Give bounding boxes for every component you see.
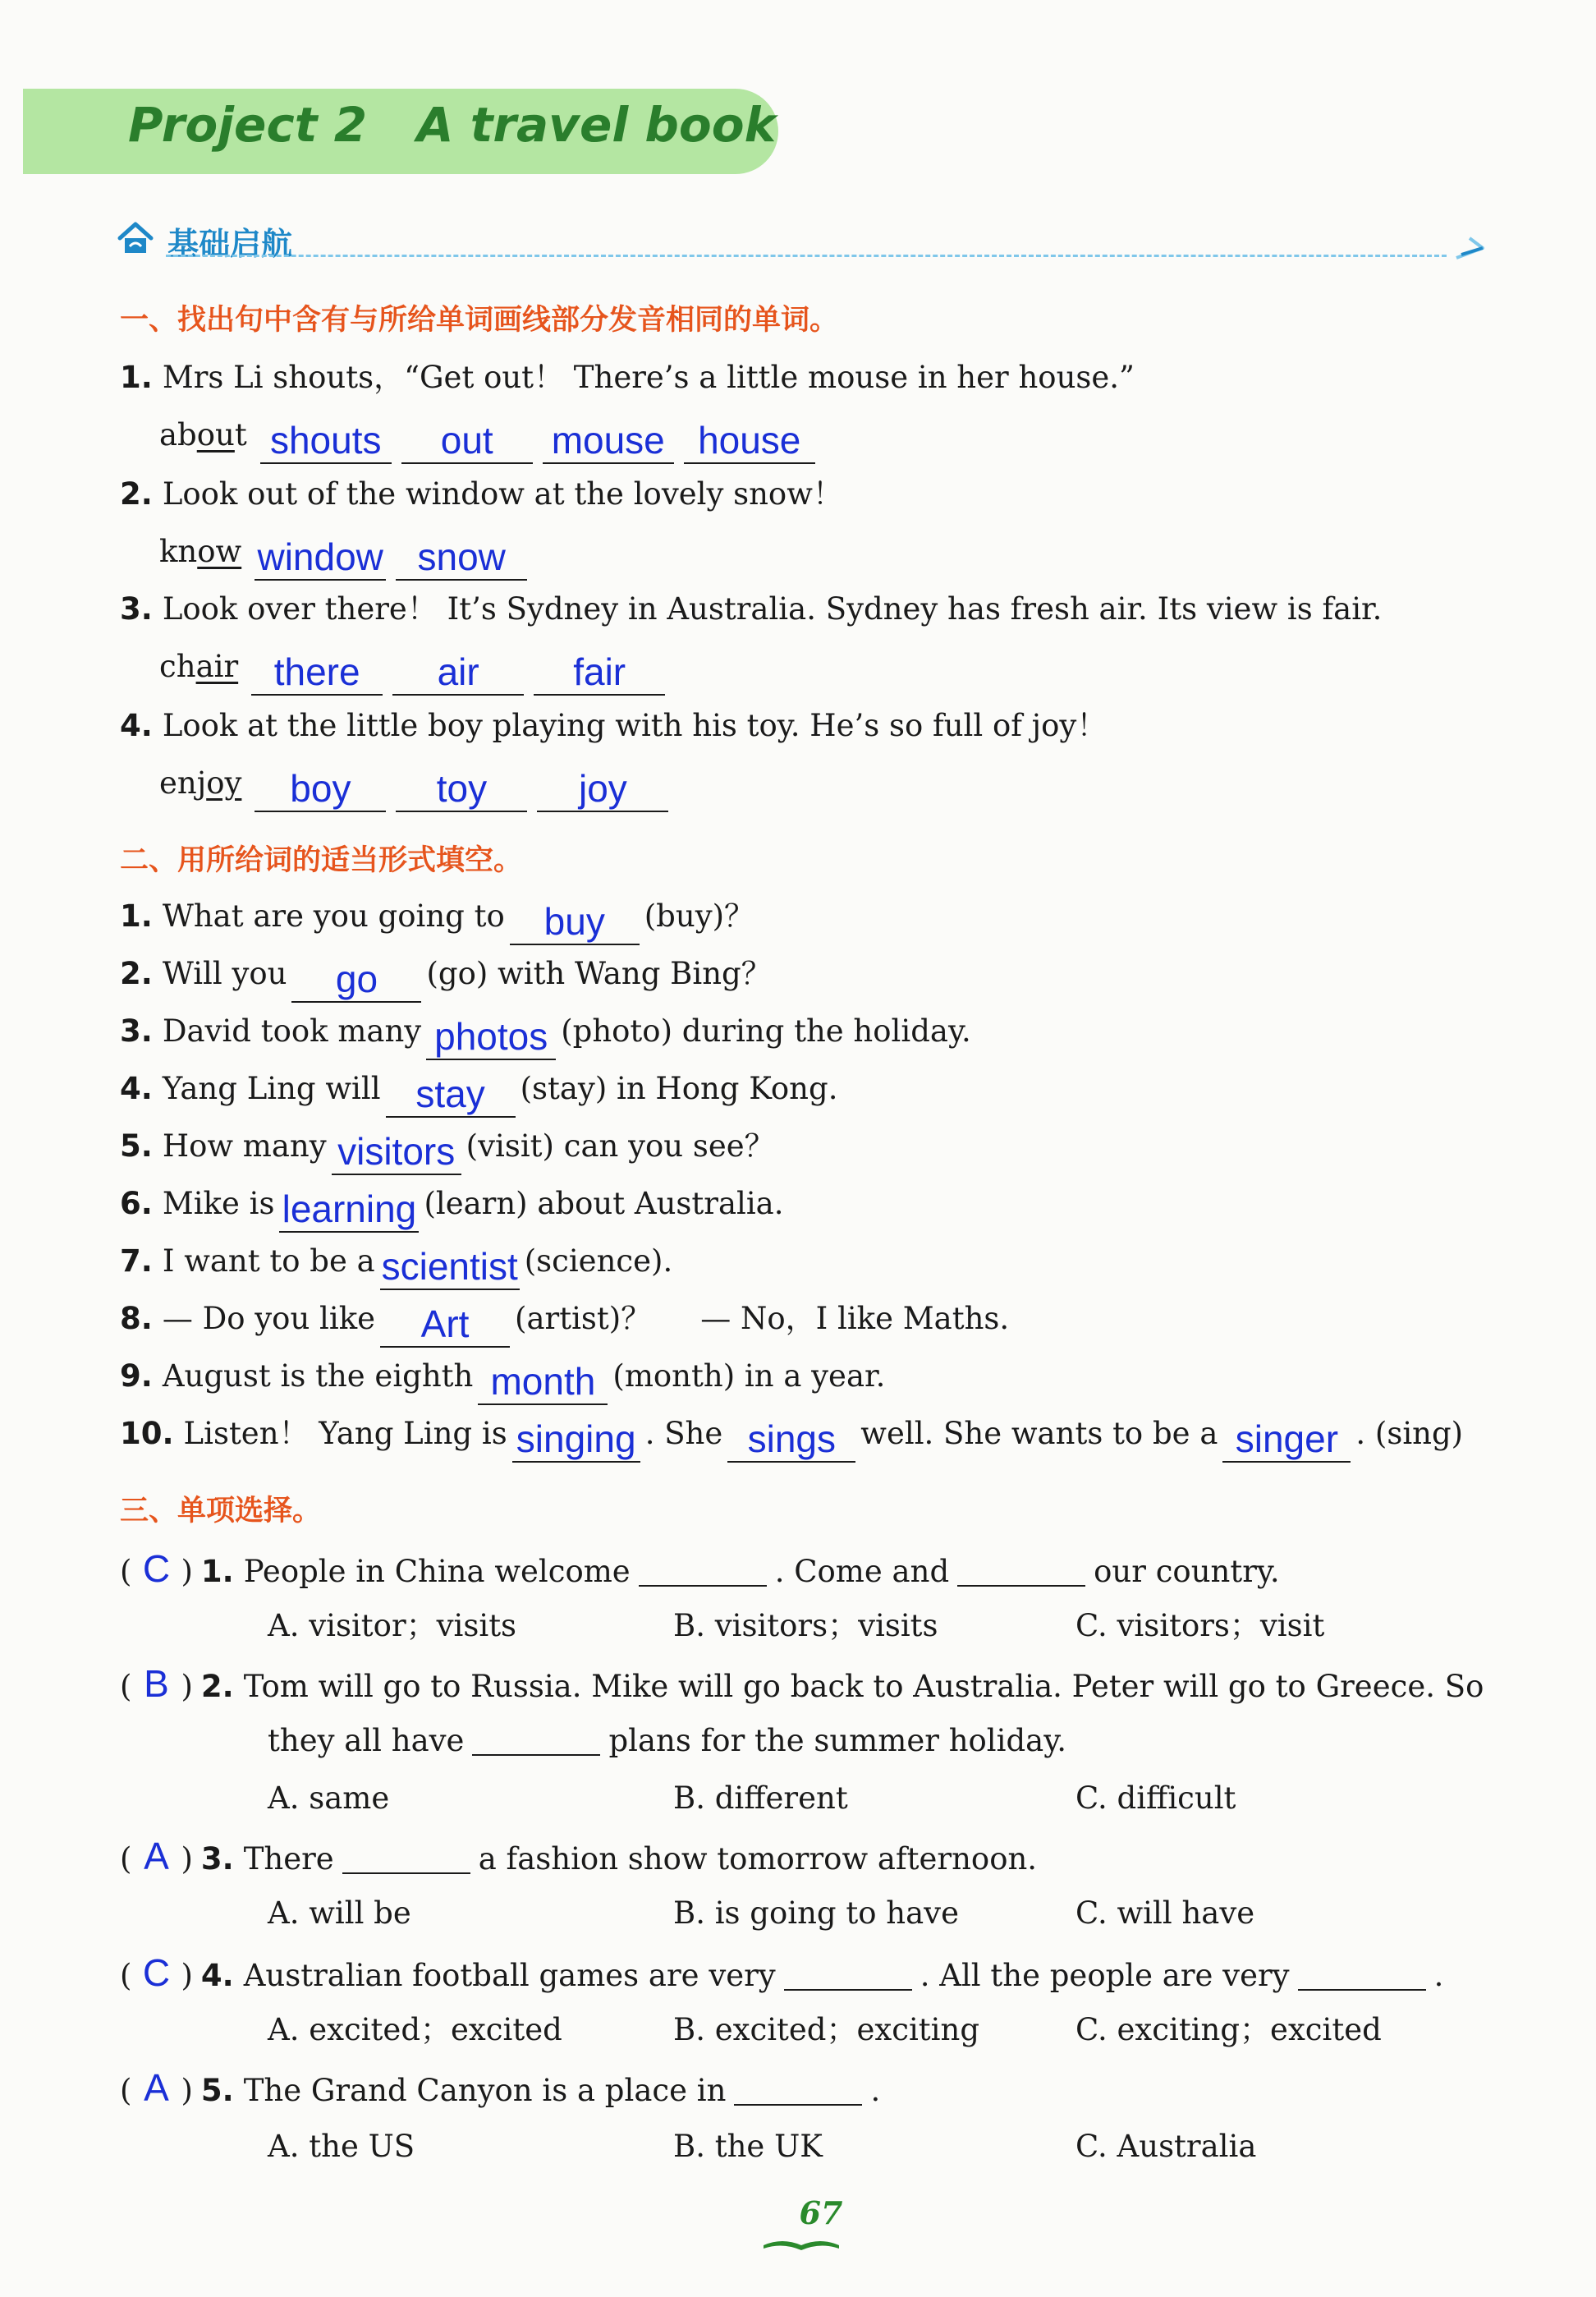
p2-q1: 1. What are you going to buy (buy)？ [120,897,754,936]
option-b[interactable]: B. the UK [673,2129,823,2164]
option-a[interactable]: A. the US [268,2129,415,2164]
p2-q2: 2. Will you go (go) with Wang Bing？ [120,954,772,994]
p3-q5: ( A ) 5. The Grand Canyon is a place in . [120,2066,881,2109]
p3-q1-options [268,1606,1417,1646]
p1-q4-sentence: 4. Look at the little boy playing with his toy. He’s so full of joy！ [120,708,1108,743]
option-a[interactable]: A. excited；excited [268,2012,562,2047]
section-header [117,215,1496,264]
p3-q2-options [268,1779,1417,1818]
p1-q3-answer-row [159,647,670,693]
p3-q3: ( A ) 3. There a fashion show tomorrow afternoon. [120,1835,1038,1877]
answer-choice[interactable]: B [144,1662,169,1705]
answer-blank[interactable]: toy [396,773,527,812]
answer-blank[interactable]: go [291,963,421,1003]
answer-blank[interactable]: boy [255,773,386,812]
part2-title: 二、用所给词的适当形式填空。 [120,844,523,877]
answer-blank[interactable]: stay [386,1078,516,1118]
p2-q6: 6. Mike is learning (learn) about Australia. [120,1184,784,1224]
p2-q8: 8. — Do you like Art (artist)？ — No，I like Maths. [120,1299,1009,1339]
answer-choice[interactable]: A [144,1835,169,1877]
answer-blank[interactable]: joy [537,773,668,812]
p2-q7: 7. I want to be a scientist (science). [120,1242,672,1281]
part1-title: 一、找出句中含有与所给单词画线部分发音相同的单词。 [120,304,839,337]
p2-q3: 3. David took many photos (photo) during the holiday. [120,1012,971,1051]
p2-q9: 9. August is the eighth month (month) in a year. [120,1357,885,1396]
option-c[interactable]: C. Australia [1075,2129,1257,2164]
answer-blank[interactable]: singing [512,1423,640,1463]
blank [639,1554,767,1587]
dashed-divider [166,255,1447,257]
answer-blank[interactable]: fair [534,656,665,696]
p1-q2-sentence: 2. Look out of the window at the lovely snow！ [120,476,843,512]
answer-blank[interactable]: mouse [543,425,674,464]
answer-blank[interactable]: house [684,425,815,464]
option-b[interactable]: B. visitors；visits [673,1608,938,1643]
blank [342,1841,470,1874]
part3-title: 三、单项选择。 [120,1495,322,1528]
answer-blank[interactable]: buy [510,906,640,945]
p3-q2: ( B ) 2. Tom will go to Russia. Mike will go back to Australia. Peter will go to Greece. So [120,1662,1484,1705]
answer-choice[interactable]: A [144,2066,169,2109]
option-c[interactable]: C. visitors；visit [1075,1608,1325,1643]
given-word: about [159,417,247,453]
blank [472,1723,600,1756]
p1-q1-sentence: 1. Mrs Li shouts，“Get out！ There’s a little mouse in her house.” [120,360,1135,395]
blank [957,1554,1085,1587]
blank [734,2073,862,2106]
option-b[interactable]: B. different [673,1780,848,1816]
p3-q3-options [268,1894,1417,1933]
p2-q10: 10. Listen！ Yang Ling is singing . She sings well. She wants to be a singer . (sing) [120,1414,1463,1454]
option-a[interactable]: A. visitor；visits [268,1608,517,1643]
p2-q4: 4. Yang Ling will stay (stay) in Hong Kong. [120,1069,837,1109]
p3-q4: ( C ) 4. Australian football games are very . All the people are very . [120,1951,1444,1994]
p1-q3-sentence: 3. Look over there！ It’s Sydney in Australia. Sydney has fresh air. Its view is fair. [120,591,1383,627]
p3-q1: ( C ) 1. People in China welcome . Come and our country. [120,1547,1280,1590]
p3-q4-options [268,2010,1417,2050]
answer-blank[interactable]: Art [380,1308,510,1348]
section-title: 基础启航 [167,226,293,262]
option-a[interactable]: A. will be [268,1895,411,1931]
blank [1298,1958,1426,1991]
answer-blank[interactable]: sings [727,1423,855,1463]
given-word: enjoy [159,765,242,801]
answer-blank[interactable]: shouts [260,425,392,464]
option-c[interactable]: C. difficult [1075,1780,1236,1816]
answer-blank[interactable]: scientist [380,1251,520,1290]
answer-blank[interactable]: air [392,656,524,696]
option-b[interactable]: B. excited；exciting [673,2012,980,2047]
answer-blank[interactable]: singer [1222,1423,1351,1463]
p1-q1-answer-row [159,416,820,462]
answer-blank[interactable]: window [255,541,386,581]
answer-blank[interactable]: photos [426,1021,556,1060]
page-title: Project 2 A travel book [128,97,777,153]
given-word: chair [159,649,239,684]
p2-q8-reply: — No，I like Maths. [700,1301,1010,1336]
p1-q2-answer-row [159,532,532,578]
answer-blank[interactable]: month [478,1366,608,1405]
p1-q4-answer-row [159,764,673,810]
p3-q5-options [268,2127,1417,2166]
option-c[interactable]: C. exciting；excited [1075,2012,1382,2047]
option-b[interactable]: B. is going to have [673,1895,959,1931]
given-word: know [159,534,242,569]
page-number: 67 [799,2194,843,2231]
book-icon [760,2235,842,2252]
option-c[interactable]: C. will have [1075,1895,1255,1931]
blank [784,1958,912,1991]
answer-choice[interactable]: C [142,1951,171,1994]
answer-choice[interactable]: C [142,1547,171,1590]
answer-blank[interactable]: out [401,425,533,464]
answer-blank[interactable]: visitors [332,1136,461,1175]
answer-blank[interactable]: there [251,656,383,696]
house-icon [117,220,154,258]
p3-q2-cont: they all have plans for the summer holiday. [268,1723,1066,1758]
title-banner [23,89,778,174]
option-a[interactable]: A. same [268,1780,390,1816]
answer-blank[interactable]: learning [279,1193,419,1233]
arrow-icon [1453,233,1486,263]
p2-q5: 5. How many visitors (visit) can you see？ [120,1127,775,1166]
answer-blank[interactable]: snow [396,541,527,581]
